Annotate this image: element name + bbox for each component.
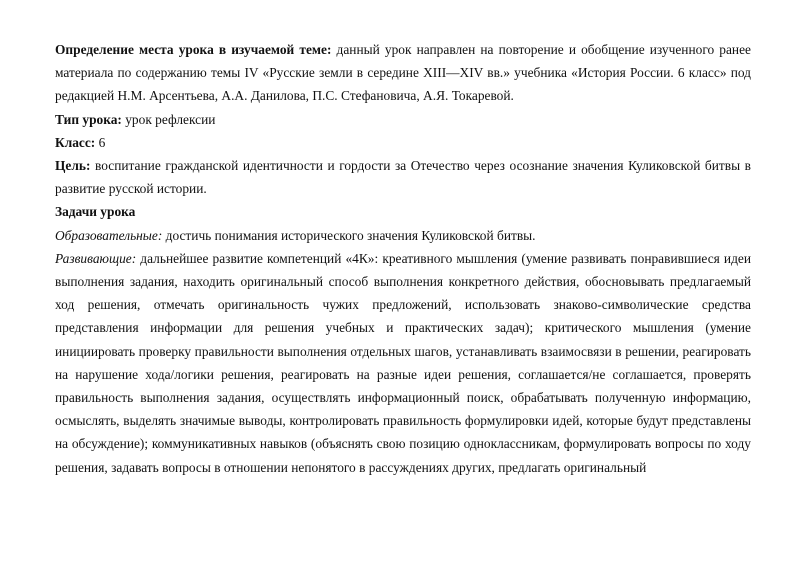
grade-paragraph [55, 131, 751, 154]
developmental-tasks-label: Развивающие: [55, 250, 137, 266]
grade-label: Класс: [55, 134, 96, 150]
lesson-type-paragraph [55, 108, 751, 131]
educational-tasks-text: достичь понимания исторического значения Куликовской битвы. [162, 227, 536, 243]
placement-paragraph [55, 38, 751, 108]
goal-text: воспитание гражданской идентичности и гордости за Отечество через осознание значения Куликовской битвы в развитие русской истории. [55, 158, 751, 197]
tasks-heading: Задачи урока [55, 204, 136, 220]
developmental-tasks-text: дальнейшее развитие компетенций «4К»: креативного мышления (умение развивать понравившиеся идеи выполнения задания, находить оригинальный способ выполнения конкретного действия, обосновывать предлагаемый ход решения, отмечать оригинальность чужих предложений, использовать знаково-символические средства представления информации для решения учебных и практических задач); критического мышления (умение инициировать проверку правильности выполнения отдельных шагов, устанавливать взаимосвязи в решении, реагировать на нарушение хода/логики решения, реагировать на разные идеи решения, соглашается/не соглашается, проверять правильность выполнения задания, осуществлять информационный поиск, обрабатывать полученную информацию, осмыслять, выделять значимые выводы, контролировать правильность формулировки идей, которые будут представлены на обсуждение); коммуникативных навыков (объяснять свою позицию одноклассникам, формулировать вопросы по ходу решения, задавать вопросы в отношении непонятого в рассуждениях других, предлагать оригинальный [55, 250, 751, 475]
placement-label: Определение места урока в изучаемой теме: [55, 42, 332, 57]
developmental-tasks-paragraph [55, 247, 751, 479]
goal-label: Цель: [55, 158, 91, 174]
lesson-type-text: урок рефлексии [121, 111, 216, 127]
educational-tasks-paragraph [55, 224, 751, 247]
tasks-heading-paragraph [55, 200, 751, 223]
document-page [55, 38, 751, 479]
grade-text: 6 [95, 134, 106, 150]
goal-paragraph [55, 154, 751, 200]
educational-tasks-label: Образовательные: [55, 227, 163, 243]
lesson-type-label: Тип урока: [55, 111, 122, 127]
placement-text: данный урок направлен на повторение и обобщение изученного ранее материала по содержанию темы IV «Русские земли в середине XIII—XIV вв.» учебника «История России. 6 класс» под редакцией Н.М. Арсентьева, А.А. Данилова, П.С. Стефановича, А.Я. Токаревой. [55, 42, 751, 104]
